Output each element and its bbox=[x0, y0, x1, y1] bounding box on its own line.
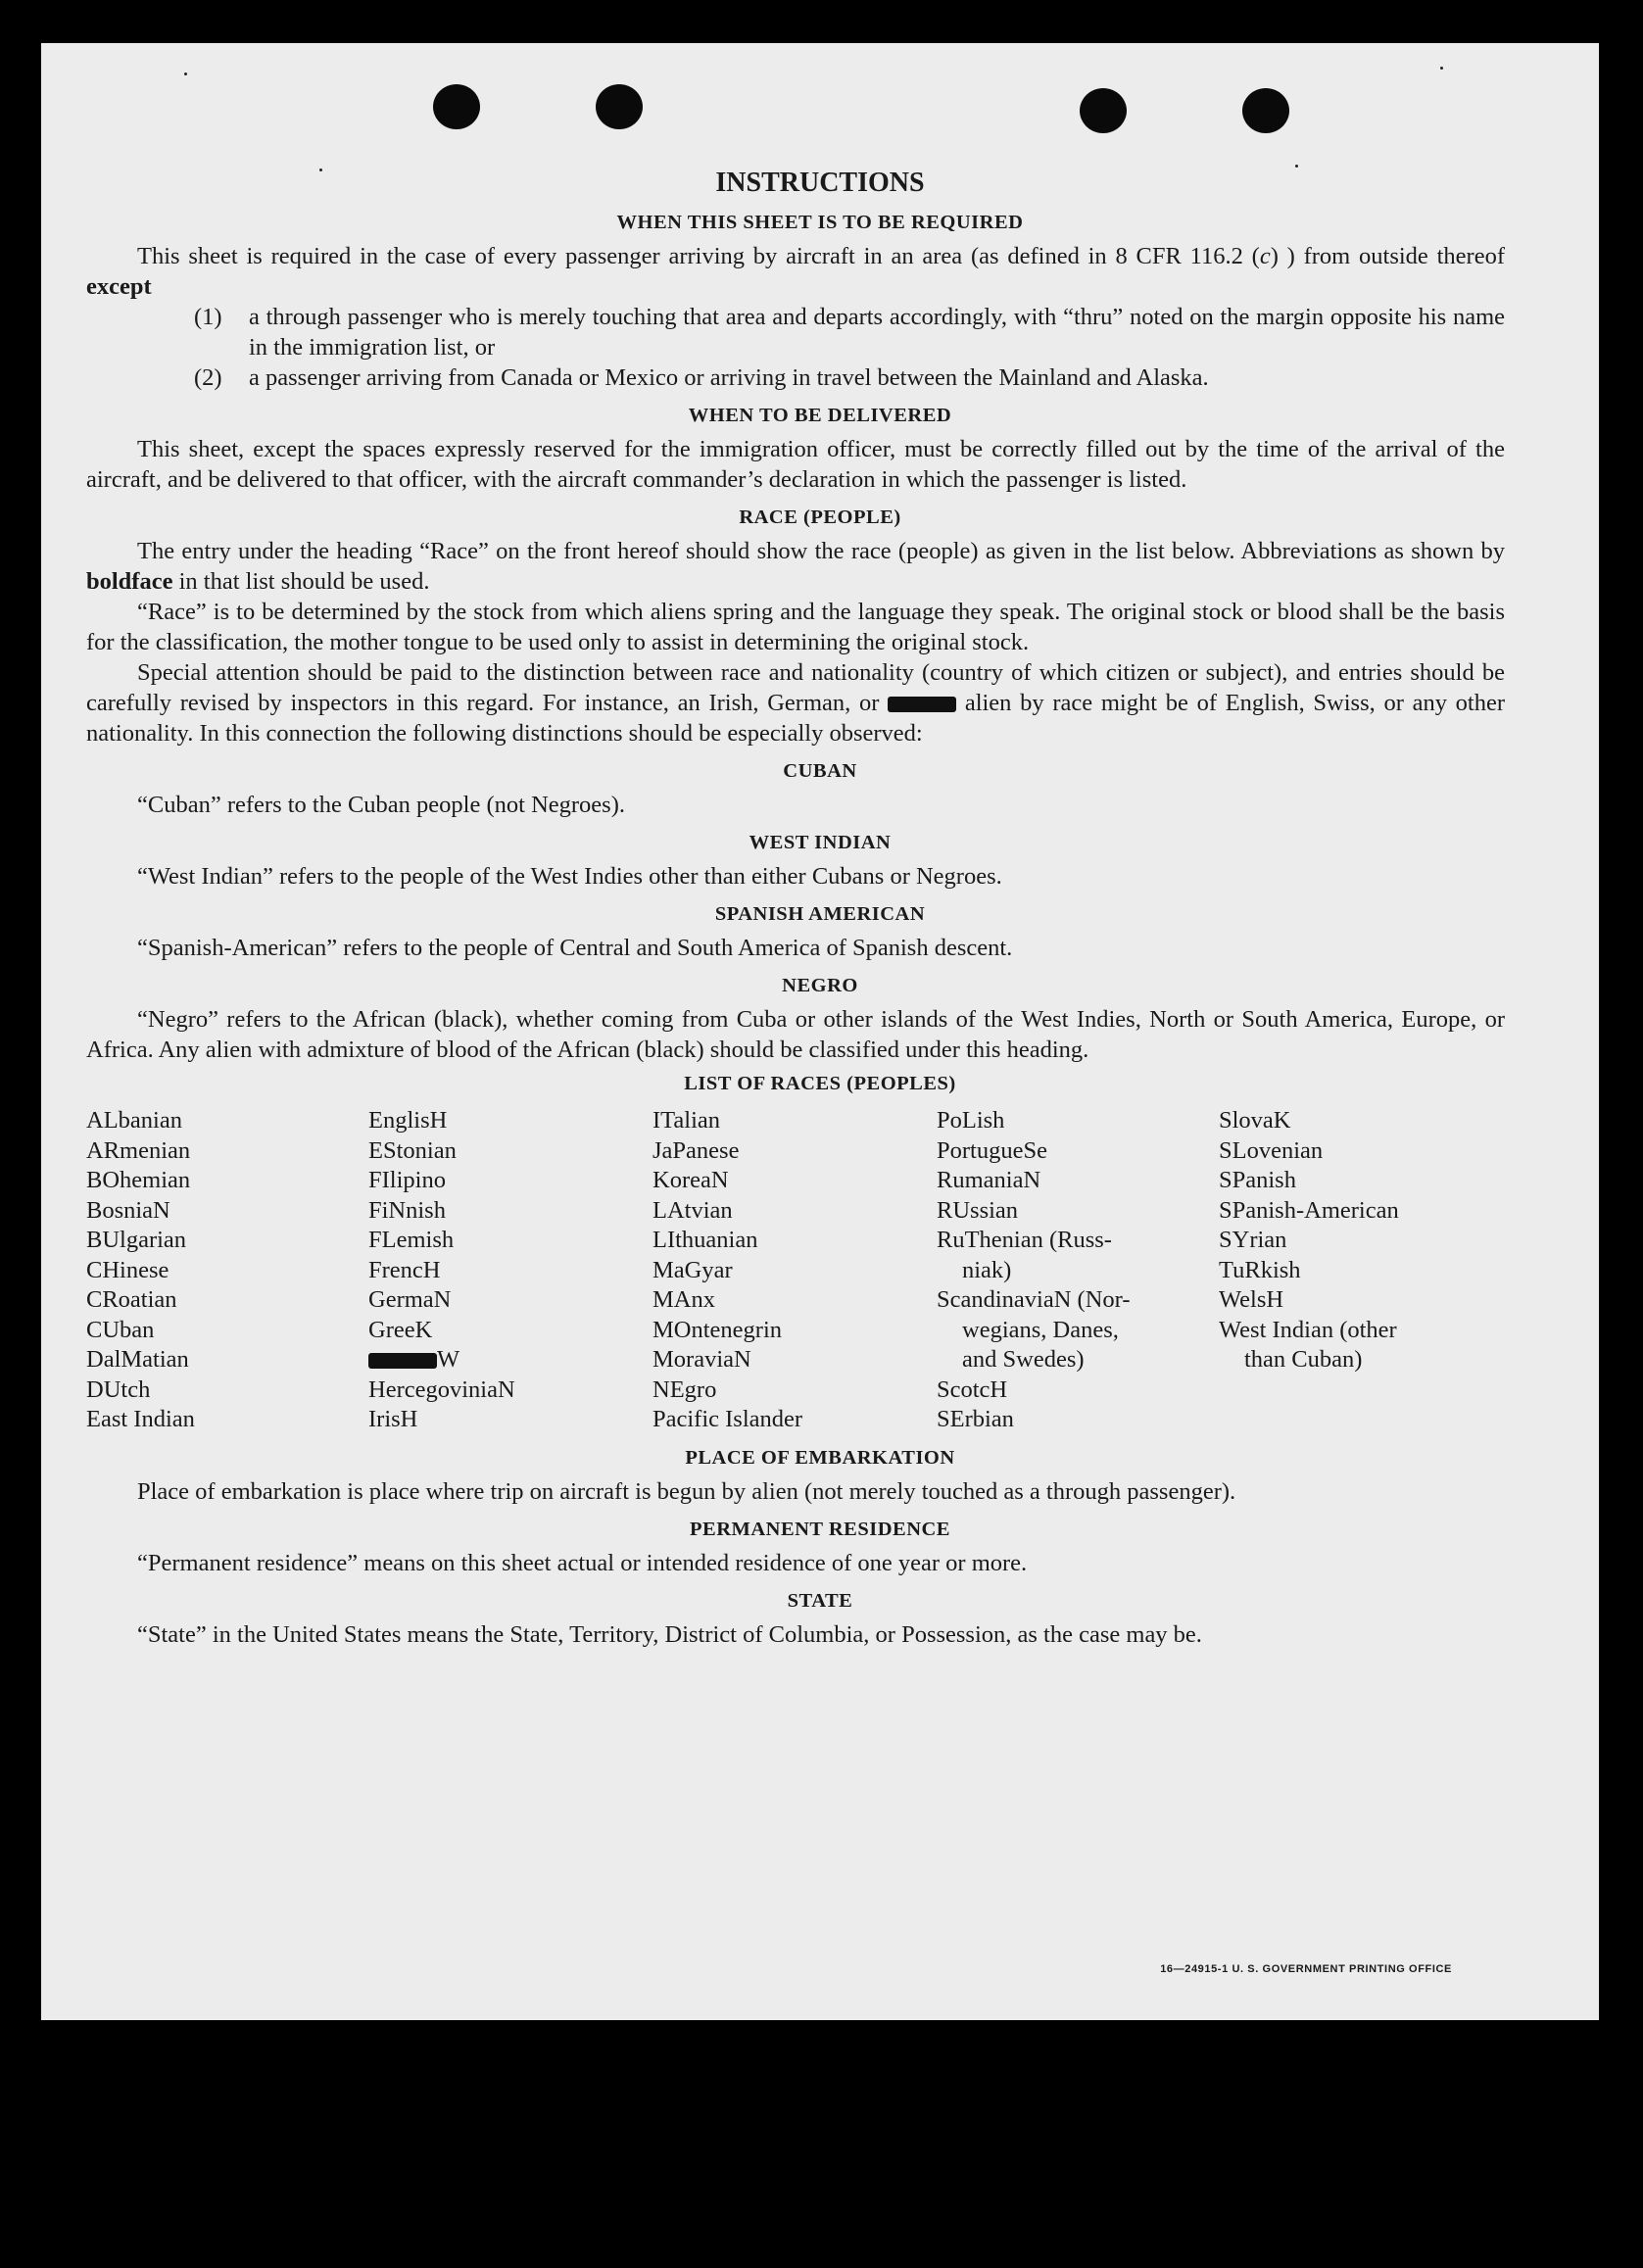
race-item: BOhemian bbox=[86, 1167, 191, 1193]
punch-hole-1 bbox=[433, 84, 480, 129]
paragraph: “Negro” refers to the African (black), whether coming from Cuba or other islands of the West Indies, North or South America, Europe, or Africa. Any alien with admixture of blood of the African (black) should be classified under this heading. bbox=[86, 1006, 1505, 1063]
race-item: West Indian (other bbox=[1219, 1316, 1397, 1343]
race-item: RUssian bbox=[937, 1196, 1019, 1224]
races-column-1 bbox=[86, 1106, 368, 1435]
race-item: and Swedes) bbox=[962, 1346, 1085, 1373]
redaction-mark bbox=[368, 1353, 437, 1369]
race-item: HercegoviniaN bbox=[368, 1375, 515, 1403]
race-item: LAtvian bbox=[652, 1196, 733, 1224]
race-item: MOntenegrin bbox=[652, 1316, 782, 1343]
race-item: CRoatian bbox=[86, 1286, 177, 1313]
race-item: SlovaK bbox=[1219, 1107, 1291, 1134]
section-heading: NEGRO bbox=[782, 975, 858, 996]
paragraph: “Spanish-American” refers to the people of Central and South America of Spanish descent. bbox=[137, 935, 1013, 961]
race-item: BUlgarian bbox=[86, 1227, 187, 1253]
redaction-mark bbox=[888, 697, 956, 712]
race-item: GermaN bbox=[368, 1286, 452, 1313]
section-heading: WEST INDIAN bbox=[749, 832, 892, 853]
race-item: ScandinaviaN (Nor- bbox=[937, 1286, 1131, 1313]
race-item: DUtch bbox=[86, 1375, 151, 1403]
section-heading: WHEN THIS SHEET IS TO BE REQUIRED bbox=[616, 212, 1024, 233]
speck bbox=[184, 72, 187, 75]
race-item: than Cuban) bbox=[1244, 1346, 1363, 1373]
list-item: (2) a passenger arriving from Canada or Mexico or arriving in travel between the Mainland and Alaska. bbox=[194, 364, 1209, 391]
race-item: RumaniaN bbox=[937, 1167, 1041, 1193]
race-item: LIthuanian bbox=[652, 1227, 758, 1253]
race-item: JaPanese bbox=[652, 1136, 740, 1164]
speck bbox=[1440, 67, 1443, 70]
race-item: East Indian bbox=[86, 1406, 195, 1432]
race-item: EnglisH bbox=[368, 1107, 448, 1134]
race-item: FLemish bbox=[368, 1227, 455, 1253]
paragraph: “Cuban” refers to the Cuban people (not Negroes). bbox=[137, 792, 625, 818]
race-item: SLovenian bbox=[1219, 1136, 1324, 1164]
section-heading: PERMANENT RESIDENCE bbox=[690, 1518, 950, 1540]
race-item: NEgro bbox=[652, 1375, 717, 1403]
race-item: FrencH bbox=[368, 1256, 441, 1283]
race-item: ITalian bbox=[652, 1107, 721, 1134]
races-column-5 bbox=[1219, 1106, 1505, 1435]
paragraph: Special attention should be paid to the distinction between race and nationality (country of which citizen or subject), and entries should be carefully revised by inspectors in this regard. For instance, an Irish, German, or alien by race might be of English, Swiss, or any other nationality. In this connection the following distinctions should be especially observed: bbox=[86, 659, 1505, 747]
race-item: MAnx bbox=[652, 1286, 715, 1313]
race-item: FIlipino bbox=[368, 1167, 446, 1193]
paragraph: “West Indian” refers to the people of the West Indies other than either Cubans or Negroes. bbox=[137, 863, 1002, 890]
punch-hole-2 bbox=[596, 84, 643, 129]
printer-imprint: 16—24915-1 U. S. GOVERNMENT PRINTING OFFICE bbox=[1160, 1963, 1452, 1975]
section-heading: PLACE OF EMBARKATION bbox=[685, 1446, 955, 1469]
paragraph: “Race” is to be determined by the stock from which aliens spring and the language they speak. The original stock or blood shall be the basis for the classification, the mother tongue to be used only to assist in determining the original stock. bbox=[86, 599, 1505, 655]
instructions-content bbox=[86, 167, 1505, 1650]
section-heading: RACE (PEOPLE) bbox=[739, 507, 901, 528]
race-item: BosniaN bbox=[86, 1196, 170, 1224]
section-heading: WHEN TO BE DELIVERED bbox=[688, 405, 952, 426]
page-title: INSTRUCTIONS bbox=[715, 168, 925, 198]
punch-hole-3 bbox=[1080, 88, 1127, 133]
paragraph: Place of embarkation is place where trip on aircraft is begun by alien (not merely touched as a through passenger). bbox=[137, 1477, 1236, 1505]
race-item: MaGyar bbox=[652, 1256, 733, 1283]
race-item: MoraviaN bbox=[652, 1346, 751, 1373]
section-heading: LIST OF RACES (PEOPLES) bbox=[684, 1073, 956, 1094]
races-column-2 bbox=[368, 1106, 652, 1435]
race-item: SPanish-American bbox=[1219, 1196, 1399, 1224]
race-item: ScotcH bbox=[937, 1375, 1008, 1403]
race-item: EStonian bbox=[368, 1136, 457, 1164]
paragraph: This sheet is required in the case of every passenger arriving by aircraft in an area (as defined in 8 CFR 116.2 (c) ) from outside thereof except bbox=[86, 243, 1505, 300]
race-item: PortugueSe bbox=[937, 1136, 1047, 1164]
race-item: WelsH bbox=[1219, 1286, 1284, 1313]
paragraph: The entry under the heading “Race” on the front hereof should show the race (people) as given in the list below. Abbreviations as shown by boldface in that list should be used. bbox=[86, 538, 1505, 595]
races-column-3 bbox=[652, 1106, 937, 1435]
race-item: PoLish bbox=[937, 1107, 1005, 1134]
race-item: Pacific Islander bbox=[652, 1406, 803, 1432]
punch-hole-4 bbox=[1242, 88, 1289, 133]
paragraph: “State” in the United States means the State, Territory, District of Columbia, or Possession, as the case may be. bbox=[137, 1620, 1202, 1648]
section-heading: CUBAN bbox=[783, 760, 857, 782]
race-item: ARmenian bbox=[86, 1136, 191, 1164]
race-item: TuRkish bbox=[1219, 1256, 1301, 1283]
race-item: SYrian bbox=[1219, 1227, 1287, 1253]
races-list bbox=[86, 1106, 1505, 1435]
race-item: CUban bbox=[86, 1316, 155, 1343]
race-item: ALbanian bbox=[86, 1107, 182, 1134]
section-heading: SPANISH AMERICAN bbox=[714, 903, 926, 925]
section-heading: STATE bbox=[787, 1589, 853, 1612]
race-item: DalMatian bbox=[86, 1346, 189, 1373]
race-item: FiNnish bbox=[368, 1196, 446, 1224]
race-item: GreeK bbox=[368, 1316, 433, 1343]
race-item: SPanish bbox=[1219, 1167, 1296, 1193]
race-item: SErbian bbox=[937, 1406, 1014, 1432]
race-item: CHinese bbox=[86, 1256, 169, 1283]
document-sheet bbox=[41, 43, 1599, 2020]
list-item: (1) a through passenger who is merely touching that area and departs accordingly, with “thru” noted on the margin opposite his name in the immigration list, or bbox=[194, 304, 1505, 361]
race-item: RuThenian (Russ- bbox=[937, 1227, 1112, 1253]
races-column-4 bbox=[937, 1106, 1219, 1435]
race-item: KoreaN bbox=[652, 1167, 729, 1193]
race-item: niak) bbox=[962, 1256, 1012, 1283]
race-item-redacted: W bbox=[368, 1345, 652, 1375]
paragraph: “Permanent residence” means on this sheet actual or intended residence of one year or more. bbox=[137, 1549, 1028, 1576]
paragraph: This sheet, except the spaces expressly reserved for the immigration officer, must be correctly filled out by the time of the arrival of the aircraft, and be delivered to that officer, with the aircraft commander’s declaration in which the passenger is listed. bbox=[86, 436, 1505, 493]
race-item: IrisH bbox=[368, 1406, 418, 1432]
race-item: wegians, Danes, bbox=[962, 1316, 1119, 1343]
